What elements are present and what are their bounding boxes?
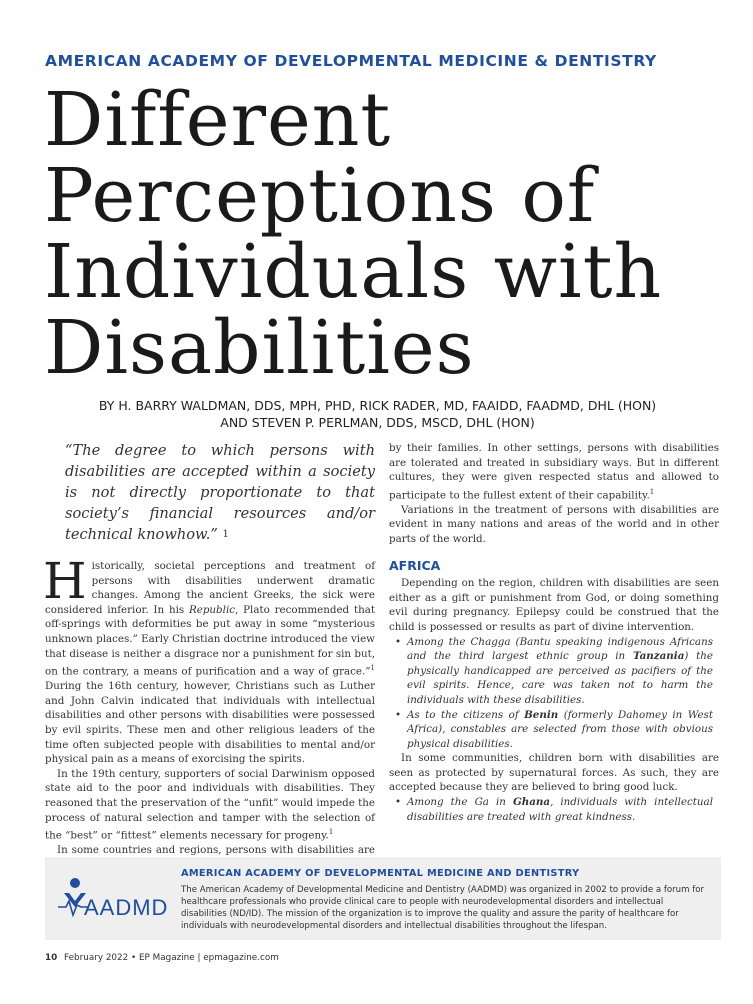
paragraph-text: In the 19th century, supporters of social Darwinism opposed state aid to the poor and individuals with disabilities. They reasoned that the preservation of the “unfit” would impede the process of natural selection and tamper with the selection of the “best” or “fittest” elements necessary for progeny.	[45, 767, 375, 842]
bullet-list	[389, 635, 719, 752]
section-heading-africa: AFRICA	[389, 557, 441, 573]
drop-cap: H	[43, 552, 87, 610]
bullet-list	[389, 795, 719, 824]
italic-text: Republic	[188, 603, 235, 616]
list-item	[389, 635, 719, 708]
list-item-text: (formerly Dahomey in West Africa), constables are selected from those with obvious physical disabilities.	[407, 708, 713, 750]
byline-line: AND STEVEN P. PERLMAN, DDS, MSCD, DHL (HON)	[220, 415, 535, 430]
footnote-reference: 1	[328, 828, 334, 837]
pull-quote	[45, 440, 375, 545]
bullet-icon: •	[395, 708, 402, 721]
pull-quote-reference: 1	[222, 529, 229, 540]
list-item	[389, 795, 719, 824]
svg-text:AADMD: AADMD	[84, 895, 169, 920]
list-item-text: As to the citizens of	[407, 708, 525, 721]
byline	[45, 397, 710, 431]
page-footer	[45, 953, 445, 963]
title-line: Individuals with	[44, 229, 663, 315]
left-column	[45, 440, 375, 887]
intro-paragraph	[43, 552, 375, 767]
paragraph-text: istorically, societal perceptions and treatment of persons with disabilities underwent dramatic changes. Among the ancient Greeks, the sick were considered inferior. In his	[45, 560, 375, 616]
article-title	[44, 77, 724, 391]
paragraph-text: by their families. In other settings, persons with disabilities are tolerated and treated in subsidiary ways. But in different cultures, they were given respected status and allowed to participate to the fullest extent of their capability.	[389, 442, 719, 502]
footnote-reference: 1	[370, 664, 375, 673]
body-paragraph: Variations in the treatment of persons with disabilities are evident in many nations and areas of the world and in other parts of the world.	[389, 503, 719, 545]
bullet-icon: •	[395, 796, 402, 809]
body-paragraph	[389, 441, 719, 503]
list-item-text: , individuals with intellectual disabilities are treated with great kindness.	[407, 796, 713, 823]
title-line: Different	[44, 77, 392, 163]
pull-quote-text: “The degree to which persons with disabilities are accepted within a society is not directly proportionate to that society’s financial resources and/or technical knowhow.”	[65, 442, 375, 543]
aadmd-logo	[54, 871, 174, 927]
right-column	[389, 441, 719, 824]
paragraph-text: During the 16th century, however, Christians such as Luther and John Calvin indicated that individuals with intellectual disabilities and other persons with disabilities were possessed by evil spirits. These men and other religious leaders of the time often subjected people with disabilities to mental and/or physical pain as a means of exorcising the spirits.	[45, 680, 375, 766]
body-paragraph: In some communities, children born with disabilities are seen as protected by supernatural forces. As such, they are accepted because they are believed to bring good luck.	[389, 752, 719, 794]
kicker-heading: AMERICAN ACADEMY OF DEVELOPMENTAL MEDICINE & DENTISTRY	[45, 52, 657, 70]
bold-text: Ghana	[512, 796, 551, 809]
title-line: Disabilities	[44, 305, 475, 391]
body-paragraph: Depending on the region, children with disabilities are seen either as a gift or punishment from God, or doing something evil during pregnancy. Epilepsy could be construed that the child is possessed or results as part of divine intervention.	[389, 577, 719, 633]
bold-text: Tanzania	[632, 650, 685, 663]
body-paragraph	[45, 767, 375, 843]
aadmd-info-box	[45, 857, 721, 940]
bold-text: Benin	[524, 708, 559, 721]
byline-line: BY H. BARRY WALDMAN, DDS, MPH, PHD, RICK RADER, MD, FAAIDD, FAADMD, DHL (HON)	[98, 398, 657, 413]
bullet-icon: •	[395, 635, 402, 648]
list-item-text: Among the Chagga (Bantu speaking indigenous Africans and the third largest ethnic group in	[407, 635, 713, 663]
paragraph-text: , Plato recommended that off-springs with deformities be put away in some “mysterious unknown places.” Early Christian doctrine introduced the view that disease is neither a disgrace nor a punishment for sin but, on the contrary, a means of purification and a way of grace.”	[45, 603, 375, 678]
info-box-heading: AMERICAN ACADEMY OF DEVELOPMENTAL MEDICINE AND DENTISTRY	[181, 868, 580, 879]
list-item-text: ) the physically handicapped are perceived as pacifiers of the evil spirits. Hence, care was taken not to harm the individuals with these disabilities.	[407, 650, 714, 706]
title-line: Perceptions of	[44, 153, 596, 239]
page-number: 10	[45, 953, 58, 963]
footer-citation: February 2022 • EP Magazine | epmagazine.com	[64, 953, 279, 963]
list-item	[389, 708, 719, 752]
info-box-text: The American Academy of Developmental Medicine and Dentistry (AADMD) was organized in 2002 to provide a forum for healthcare professionals who provide clinical care to people with neurodevelopmental disorders and intellectual disabilities (ND/ID). The mission of the organization is to improve the quality and assure the parity of healthcare for individuals with neurodevelopmental disorders and intellectual disabilities throughout the lifespan.	[181, 885, 705, 931]
list-item-text: Among the Ga in	[407, 796, 513, 809]
body-paragraph: In some countries and regions, persons with disabilities are	[57, 844, 375, 857]
footnote-reference: 1	[649, 487, 655, 496]
